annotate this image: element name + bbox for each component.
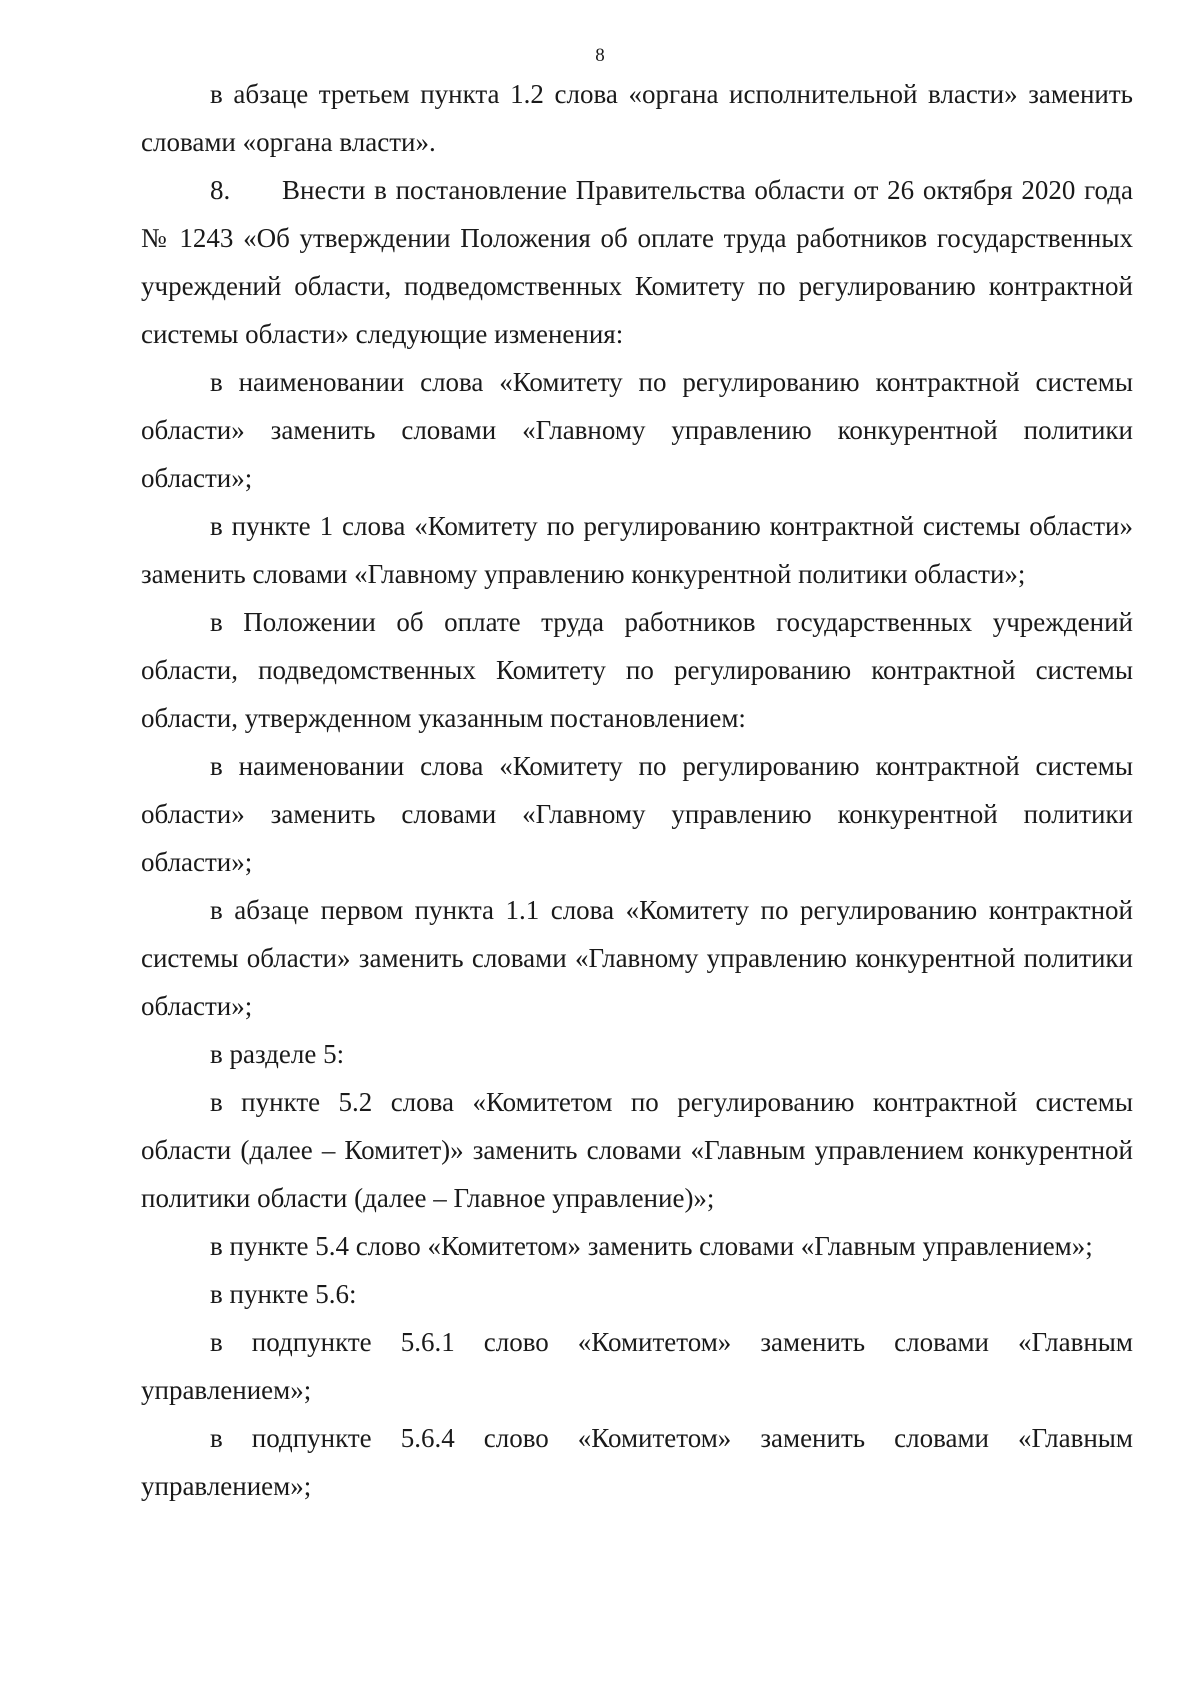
- item-number: 8.: [210, 175, 231, 205]
- document-body: [141, 70, 1133, 1510]
- paragraph-item-8: [141, 166, 1133, 358]
- paragraph-amend-1-2: в абзаце третьем пункта 1.2 слова «органа исполнительной власти» заменить словами «органа власти».: [141, 79, 1133, 157]
- paragraph-point-1-1: в абзаце первом пункта 1.1 слова «Комитету по регулированию контрактной системы области» заменить словами «Главному управлению конкурентной политики области»;: [141, 895, 1133, 1021]
- paragraph-point-5-2: в пункте 5.2 слова «Комитетом по регулированию контрактной системы области (далее – Комитет)» заменить словами «Главным управлением конкурентной политики области (далее – Главное управление)»;: [141, 1087, 1133, 1213]
- paragraph-subpoint-5-6-1: в подпункте 5.6.1 слово «Комитетом» заменить словами «Главным управлением»;: [141, 1327, 1133, 1405]
- page-number: 8: [595, 45, 605, 66]
- paragraph-point-5-4: в пункте 5.4 слово «Комитетом» заменить словами «Главным управлением»;: [210, 1231, 1093, 1261]
- paragraph-section-5: в разделе 5:: [210, 1039, 345, 1069]
- item-text: Внести в постановление Правительства области от 26 октября 2020 года № 1243 «Об утверждении Положения об оплате труда работников государственных учреждений области, подведомственных Комитету по регулированию контрактной системы области» следующие изменения:: [141, 175, 1133, 349]
- paragraph-regulation: в Положении об оплате труда работников государственных учреждений области, подведомственных Комитету по регулированию контрактной системы области, утвержденном указанным постановлением:: [141, 607, 1133, 733]
- paragraph-point-1: в пункте 1 слова «Комитету по регулированию контрактной системы области» заменить словами «Главному управлению конкурентной политики области»;: [141, 511, 1133, 589]
- paragraph-name-change: в наименовании слова «Комитету по регулированию контрактной системы области» заменить словами «Главному управлению конкурентной политики области»;: [141, 367, 1133, 493]
- paragraph-subpoint-5-6-4: в подпункте 5.6.4 слово «Комитетом» заменить словами «Главным управлением»;: [141, 1423, 1133, 1501]
- paragraph-regulation-name: в наименовании слова «Комитету по регулированию контрактной системы области» заменить словами «Главному управлению конкурентной политики области»;: [141, 751, 1133, 877]
- paragraph-point-5-6: в пункте 5.6:: [210, 1279, 357, 1309]
